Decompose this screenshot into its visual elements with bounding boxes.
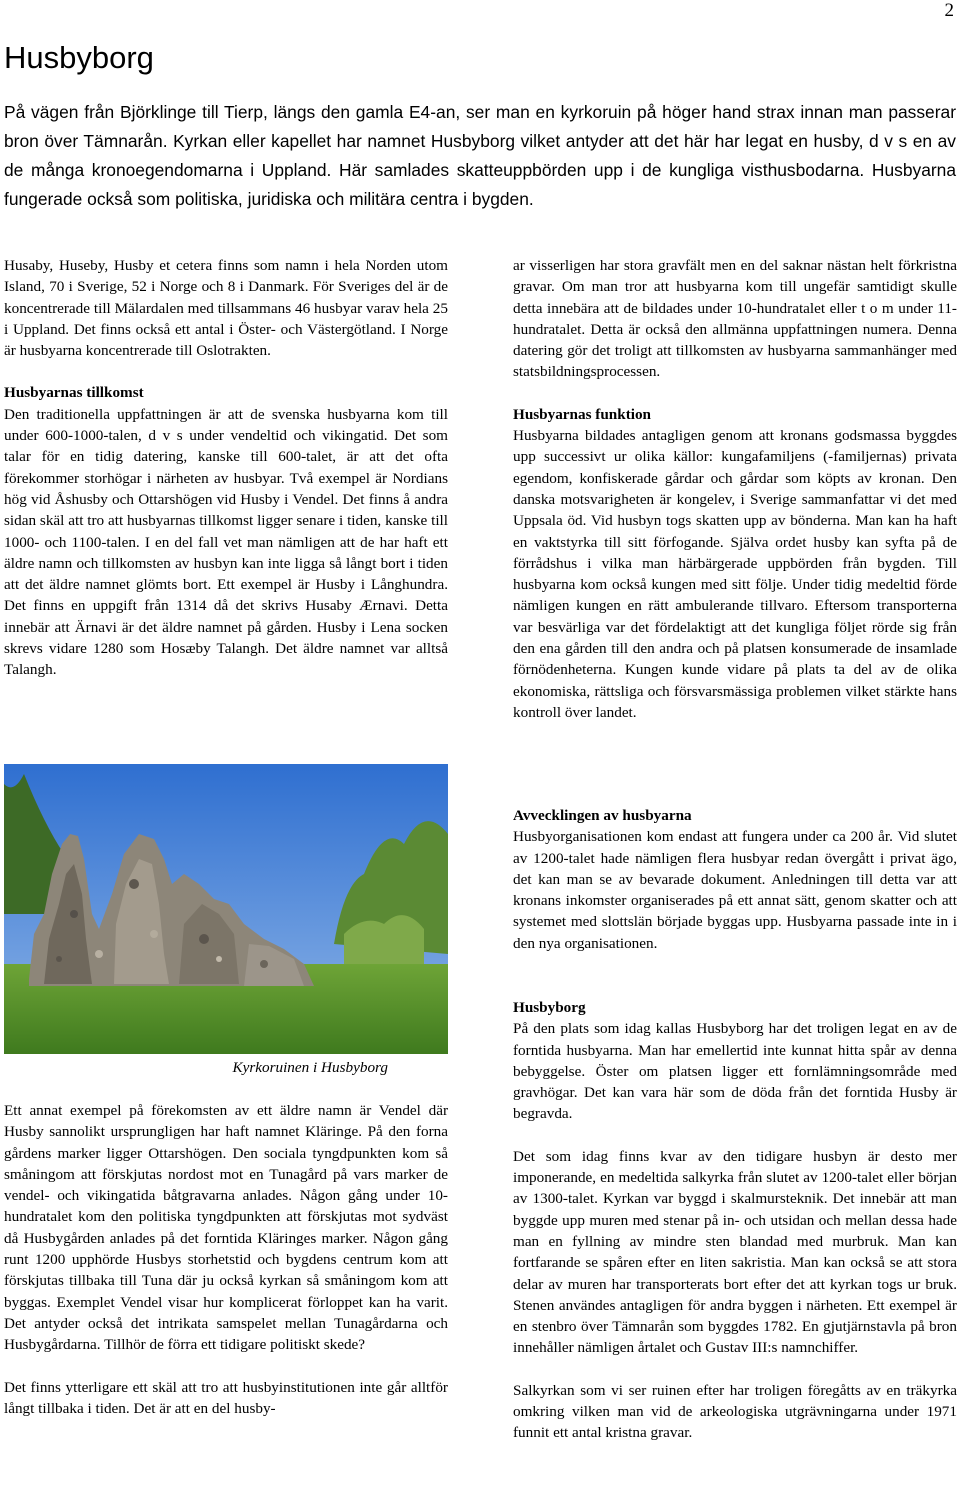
paragraph-funktion: Husbyarna bildades antagligen genom att kronans godsmassa byggdes upp successivt ur olika källor: kungafamiljens (-familjernas) privata egendom, konfiskerade gårdar och gårdar som köpts av kronan. Den danska motsvarigheten är kongelev, i Sverige sammanfattar vi det med Uppsala öd. Vid husbyn togs skatten upp av bönderna. Man kan ha haft en vaktstyrka till sitt förfogande. Själva ordet husby kan syfta på de förrådshus i vilka man härbärgerade uppbörden från bygden. Till husbyarna kom också kungen med sitt följe. Under tidig medeltid förde nämligen kungen en rätt ambulerande tillvaro. Eftersom transporterna var besvärliga var det fördelaktigt att det kungliga följet rörde sig från den ena gården till den andra och på platsen konsumerade de insamlade förnödenheterna. Kungen kunde vidare på plats ta del av de olika ekonomiska, rättsliga och försvarsmässiga problemen vilket stärkte hans kontroll över landet. <box>513 427 957 721</box>
heading-husbyarnas-funktion: Husbyarnas funktion <box>513 405 652 423</box>
left-column-bottom <box>4 1100 448 1419</box>
page-number: 2 <box>944 0 954 21</box>
paragraph-husbyborg: På den plats som idag kallas Husbyborg har det troligen legat en av de forntida husbyarna. Man har emellertid inte kunnat hitta spår av denna bebyggelse. Öster om platsen ligger ett fornlämningsområde med gravhögar. Det kan vara här som de döda från det forntida Husby är begravda. <box>513 1020 957 1123</box>
right-column-bottom <box>513 997 957 1444</box>
left-column-top <box>4 255 448 681</box>
paragraph-husaby: Husaby, Huseby, Husby et cetera finns som namn i hela Norden utom Island, 70 i Sverige, 52 i Norge och 8 i Danmark. För Sveriges del är de koncentrerade till Mälardalen med tillsammans 46 husbyar varav hela 25 i Uppland. Det finns också ett antal i Öster- och Västergötland. I Norge är husbyarna koncentrerade till Oslotrakten. <box>4 257 448 360</box>
paragraph-ytterligare: Det finns ytterligare ett skäl att tro att husbyinstitutionen inte går alltför långt tillbaka i tiden. Det är att en del husby- <box>4 1378 448 1417</box>
paragraph-avvecklingen: Husbyorganisationen kom endast att fungera under ca 200 år. Vid slutet av 1200-talet hade nämligen flera husbyar redan övergått i privat ägo, det kan man se av bevarade dokument. Anledningen till detta var att kronans inkomster organiserades på ett annat sätt, genom skatter och att systemet med slottslän började byggas upp. Husbyarna passade inte in i den nya organisationen. <box>513 828 957 952</box>
paragraph-tillkomst: Den traditionella uppfattningen är att de svenska husbyarna kom till under 600-1000-talen, d v s under vendeltid och vikingatid. Det som talar för en tidig datering, kanske till 600-talet, är att det ofta förekommer storhögar i närheten av husbyar. Två exempel är Nordians hög vid Åshusby och Ottarshögen vid Husby i Vendel. Det finns å andra sidan skäl att tro att husbyarnas tillkomst ligger senare i tiden, kanske till 1000- och 1100-talen. I en del fall vet man nämligen att de har haft ett äldre namn och tillkomsten av husbyn kan inte ligga så långt bort i tiden att det äldre namnet glömts bort. Ett exempel är Husby i Långhundra. Det finns en uppgift från 1314 då det skrivs Husaby Ærnavi. Detta innebär att Ärnavi är det äldre namnet på gården. Husby i Lena socken skrevs vidare 1280 som Hosæby Talangh. Det äldre namnet var alltså Talangh. <box>4 405 448 679</box>
photo-caption: Kyrkoruinen i Husbyborg <box>232 1059 388 1076</box>
heading-husbyborg: Husbyborg <box>513 999 586 1016</box>
paragraph-gravfalt: ar visserligen har stora gravfält men en del saknar nästan helt förkristna gravar. Om man tror att husbyarna kom till ungefär samtidigt skulle detta innebära att de bildades under 10-hundratalet eller t o m under 11-hundratalet. Detta är också den allmänna uppfattningen numera. Denna datering gör det troligt att tillkomsten av husbyarna sammanhänger med statsbildningsprocessen. <box>513 257 957 381</box>
intro-paragraph: På vägen från Björklinge till Tierp, längs den gamla E4-an, ser man en kyrkoruin på höger hand strax innan man passerar bron över Tämnarån. Kyrkan eller kapellet har namnet Husbyborg vilket antyder att det här har legat en husby, d v s en av de många kronoegendomarna i Uppland. Här samlades skatteuppbörden upp i de kungliga visthusbodarna. Husbyarna fungerade också som politiska, juridiska och militära centra i bygden. <box>4 102 956 209</box>
right-column-middle <box>513 805 957 954</box>
heading-husbyarnas-tillkomst: Husbyarnas tillkomst <box>4 384 144 402</box>
paragraph-salkyrka: Det som idag finns kvar av den tidigare husbyn är desto mer imponerande, en medeltida salkyrka från slutet av 1200-talet eller början av 1300-talet. Kyrkan var byggd i skalmursteknik. Det innebär att man byggde upp muren med stenar på in- och utsidan och mellan dessa hade man en fyllning av mindre sten blandad med murbruk. Man kan fortfarande se spåren efter en liten sakristia. Man kan också se att stora delar av muren har transporterats bort efter det att kyrkan togs ur bruk. Stenen användes antagligen för andra byggen i närheten. Ett exempel är en stenbro över Tämnarån som byggdes 1782. En gjutjärnstavla på bron innehåller nämligen årtalet och Gustav III:s namnchiffer. <box>513 1147 957 1357</box>
ruin-photo <box>4 764 448 1054</box>
church-ruin-image <box>4 764 448 1054</box>
right-column-top <box>513 255 957 723</box>
heading-avvecklingen: Avvecklingen av husbyarna <box>513 807 692 824</box>
paragraph-vendel: Ett annat exempel på förekomsten av ett äldre namn är Vendel där Husby sannolikt ursprungligen har haft namnet Kläringe. På den forna gårdens marker ligger Ottarshögen. Den sociala tyngdpunkten kom så småningom att förskjutas nordost mot en Tunagård på vars marker de vendel- och vikingatida båtgravarna anlades. Någon gång under 10-hundratalet kom den politiska tyngdpunkten att förskjutas mot sydväst då Husbygården anlades på det forntida Kläringes marker. Någon gång runt 1200 upphörde Husbys storhetstid och bygdens centrum kom att förskjutas tillbaka till Tuna där ju också kyrkan så småningom kom att byggas. Exemplet Vendel visar hur komplicerat förloppet kan ha varit. Det antyder också det intrikata samspelet mellan Tunagårdarna och Husbygårdarna. Tillhör de förra ett tidigare politiskt skede? <box>4 1102 448 1354</box>
page-title: Husbyborg <box>4 40 154 75</box>
paragraph-trakyrka: Salkyrkan som vi ser ruinen efter har troligen föregåtts av en träkyrka omkring vilken man vid de arkeologiska utgrävningarna under 1971 funnit ett antal kristna gravar. <box>513 1381 957 1442</box>
